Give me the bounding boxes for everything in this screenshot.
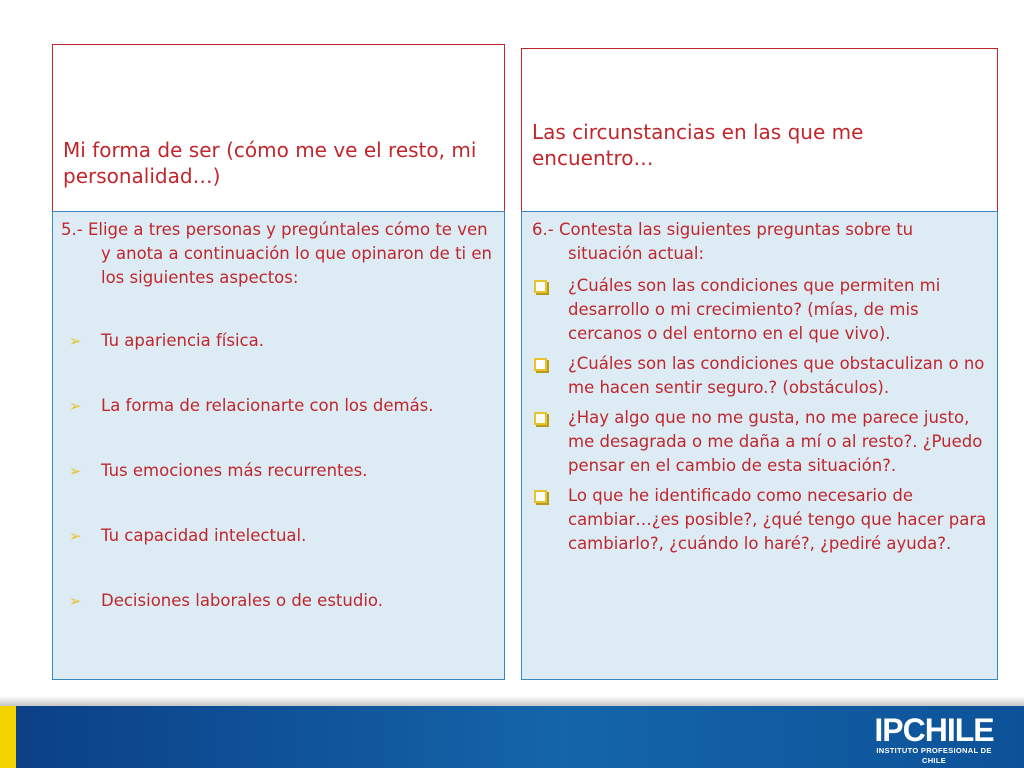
list-item: ➢ Tus emociones más recurrentes. [61, 459, 496, 483]
list-item: ¿Hay algo que no me gusta, no me parece justo, me desagrada o me daña a mí o al resto?. ¿Puedo pensar en el cambio de esta situación?. [532, 406, 989, 478]
square-bullet-icon [534, 490, 547, 503]
arrow-bullet-icon: ➢ [69, 592, 82, 610]
list-item: ¿Cuáles son las condiciones que obstaculizan o no me hacen sentir seguro.? (obstáculos). [532, 352, 989, 400]
arrow-bullet-icon: ➢ [69, 527, 82, 545]
square-bullet-icon [534, 412, 547, 425]
arrow-bullet-icon: ➢ [69, 397, 82, 415]
left-intro-text: 5.- Elige a tres personas y pregúntales cómo te ven y anota a continuación lo que opinaron de ti en los siguientes aspectos: [61, 220, 492, 287]
footer-accent-stripe [0, 706, 16, 768]
logo-tagline: INSTITUTO PROFESIONAL DE CHILE [876, 746, 992, 765]
right-header-title: Las circunstancias en las que me encuentro… [532, 120, 864, 170]
left-content-box [52, 211, 505, 680]
arrow-bullet-icon: ➢ [69, 462, 82, 480]
footer-divider [0, 696, 1024, 706]
list-item: ➢ La forma de relacionarte con los demás. [61, 394, 496, 418]
right-intro-text: 6.- Contesta las siguientes preguntas sobre tu situación actual: [532, 220, 914, 263]
square-bullet-icon [534, 280, 547, 293]
list-item: ➢ Tu apariencia física. [61, 329, 496, 353]
right-content-box [521, 211, 998, 680]
left-header-title: Mi forma de ser (cómo me ve el resto, mi personalidad…) [63, 138, 477, 188]
list-item: ¿Cuáles son las condiciones que permiten mi desarrollo o mi crecimiento? (mías, de mis cercanos o del entorno en el que vivo). [532, 274, 989, 346]
logo-wordmark: IPCHILE [874, 712, 994, 748]
right-question-list [532, 274, 989, 556]
list-item: ➢ Decisiones laborales o de estudio. [61, 589, 496, 613]
left-header-box [52, 44, 505, 211]
right-header-box [521, 48, 998, 211]
list-item: Lo que he identificado como necesario de cambiar…¿es posible?, ¿qué tengo que hacer para cambiarlo?, ¿cuándo lo haré?, ¿pediré ayuda?. [532, 484, 989, 556]
left-aspect-list [61, 329, 496, 613]
list-item: ➢ Tu capacidad intelectual. [61, 524, 496, 548]
square-bullet-icon [534, 358, 547, 371]
arrow-bullet-icon: ➢ [69, 332, 82, 350]
ipchile-logo [864, 714, 1004, 766]
